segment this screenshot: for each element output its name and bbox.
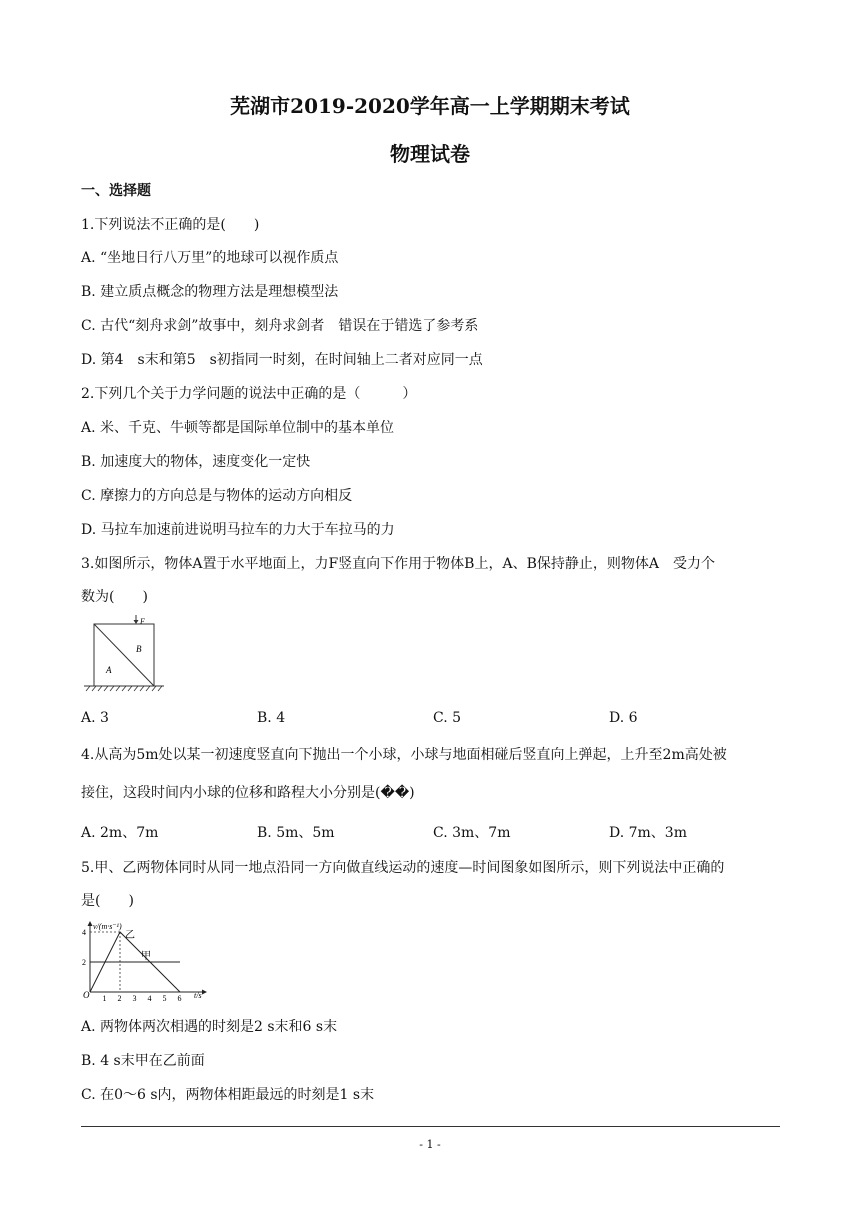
q5-stem-line2: 是( ) — [81, 893, 134, 909]
q2-stem: 2.下列几个关于力学问题的说法中正确的是（ ） — [81, 386, 417, 402]
q4-option-c: C. 3m、7m — [433, 825, 511, 841]
q1-stem: 1.下列说法不正确的是( ) — [81, 217, 260, 233]
y-tick-label: 4 — [82, 928, 86, 937]
label-block-a: A — [106, 665, 112, 675]
q3-option-b: B. 4 — [257, 710, 286, 726]
q4-stem-line1: 4.从高为5m处以某一初速度竖直向下抛出一个小球，小球与地面相碰后竖直向上弹起，上升至2m高处被 — [81, 747, 727, 763]
q3-figure — [82, 614, 168, 694]
q1-option-c: C. 古代“刻舟求剑”故事中，刻舟求剑者 错误在于错选了参考系 — [81, 318, 479, 334]
q3-stem-line1: 3.如图所示，物体A置于水平地面上，力F竖直向下作用于物体B上，A、B保持静止，则物体A 受力个 — [81, 556, 715, 572]
series-label-yi: 乙 — [125, 930, 135, 941]
exam-title: 芜湖市2019-2020学年高一上学期期末考试 — [230, 94, 630, 118]
section-heading-choice: 一、选择题 — [81, 183, 151, 199]
block-diagonal — [94, 624, 154, 686]
q4-option-a: A. 2m、7m — [81, 825, 159, 841]
x-tick-label: 6 — [177, 994, 182, 1003]
force-arrow-head — [134, 620, 139, 624]
footer-rule — [81, 1126, 780, 1127]
q4-options — [81, 822, 781, 842]
q4-option-b: B. 5m、5m — [257, 825, 335, 841]
q1-option-b: B. 建立质点概念的物理方法是理想模型法 — [81, 284, 339, 300]
q1-option-a: A. “坐地日行八万里”的地球可以视作质点 — [81, 250, 339, 266]
q2-option-d: D. 马拉车加速前进说明马拉车的力大于车拉马的力 — [81, 522, 395, 538]
x-tick-label: 5 — [162, 994, 167, 1003]
x-axis-label: t/s — [194, 991, 202, 1000]
y-axis-label: v/(m·s⁻¹) — [93, 922, 122, 931]
q5-vt-chart — [80, 918, 210, 1006]
q5-option-b: B. 4 s末甲在乙前面 — [81, 1053, 205, 1069]
label-force-f: F — [140, 617, 145, 626]
q2-option-c: C. 摩擦力的方向总是与物体的运动方向相反 — [81, 488, 353, 504]
x-tick-label: 3 — [132, 994, 137, 1003]
exam-subtitle: 物理试卷 — [390, 142, 470, 166]
x-tick-label: 2 — [117, 994, 122, 1003]
x-tick-label: 4 — [147, 994, 152, 1003]
q4-option-d: D. 7m、3m — [609, 825, 687, 841]
q3-option-a: A. 3 — [81, 710, 109, 726]
q5-option-c: C. 在0～6 s内，两物体相距最远的时刻是1 s末 — [81, 1087, 375, 1103]
origin-label: O — [83, 990, 90, 1000]
page-number: - 1 - — [419, 1138, 441, 1151]
q3-option-d: D. 6 — [609, 710, 638, 726]
x-axis-arrow — [202, 990, 207, 995]
label-block-b: B — [136, 644, 142, 654]
q3-stem-line2: 数为( ) — [81, 589, 148, 605]
q2-option-b: B. 加速度大的物体，速度变化一定快 — [81, 454, 311, 470]
q3-option-c: C. 5 — [433, 710, 462, 726]
y-axis-arrow — [88, 921, 93, 926]
q3-options — [81, 710, 781, 730]
ground-hatching — [86, 686, 162, 691]
q1-option-d: D. 第4 s末和第5 s初指同一时刻，在时间轴上二者对应同一点 — [81, 352, 483, 368]
q2-option-a: A. 米、千克、牛顿等都是国际单位制中的基本单位 — [81, 420, 395, 436]
q4-stem-line2: 接住，这段时间内小球的位移和路程大小分别是(��) — [81, 785, 415, 801]
y-tick-label: 2 — [82, 958, 86, 967]
series-label-jia: 甲 — [141, 951, 151, 962]
x-tick-label: 1 — [102, 994, 107, 1003]
q5-option-a: A. 两物体两次相遇的时刻是2 s末和6 s末 — [81, 1019, 338, 1035]
q5-stem-line1: 5.甲、乙两物体同时从同一地点沿同一方向做直线运动的速度—时间图象如图所示，则下列说法中正确的 — [81, 860, 725, 876]
